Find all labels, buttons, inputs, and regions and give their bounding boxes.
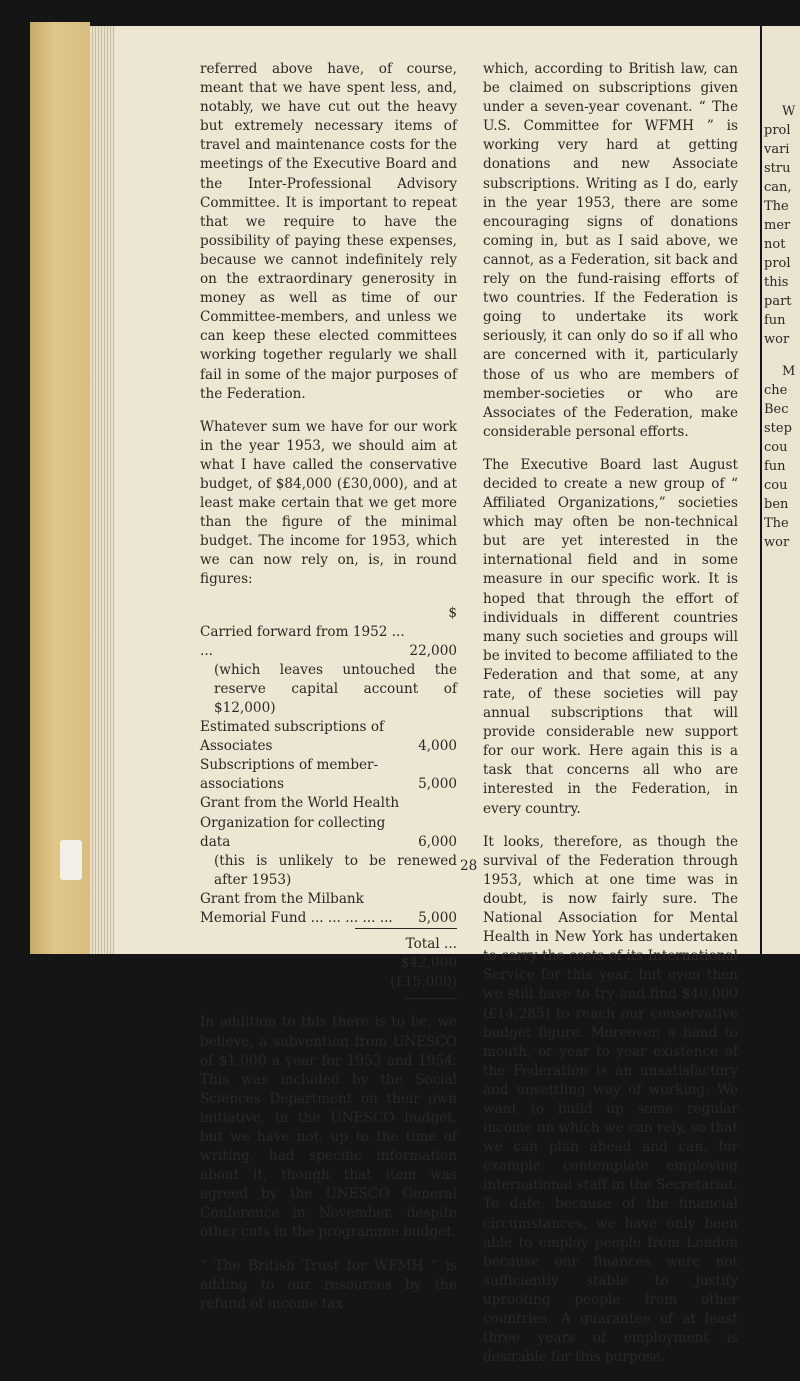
facing-page-fragment: stru xyxy=(764,161,791,176)
right-column xyxy=(483,60,738,1381)
budget-amount: 5,000 xyxy=(418,776,457,793)
budget-amount: 22,000 xyxy=(409,642,457,659)
budget-label: Grant from the Milbank Memorial Fund ... ... ... ... ... xyxy=(200,890,393,927)
page-edges xyxy=(90,26,116,954)
budget-label: Carried forward from 1952 ... ... xyxy=(200,623,405,659)
paragraph: Whatever sum we have for our work in the year 1953, we should aim at what I have called the conservative budget, of $84,000 (£30,000), and at least make certain that we get more than the figure of the minimal budget. The income for 1953, which we can now rely on, is, in round figures: xyxy=(200,418,457,588)
next-page-edge xyxy=(762,26,800,954)
paragraph: In addition to this there is to be, we believe, a subvention from UNESCO of $1,000 a year for 1953 and 1954. This was included by the Social Sciences Department on their own initiative, in the UNESCO budget, but we have not, up to the time of writing, had specific information about it, though that item was agreed by the UNESCO General Conference in November, despite other cuts in the programme budget. xyxy=(200,1014,457,1241)
budget-row xyxy=(200,794,457,851)
facing-page-fragment: mer xyxy=(764,218,791,233)
budget-row xyxy=(200,718,457,756)
budget-amount: 6,000 xyxy=(418,833,457,850)
facing-page-fragment: prol xyxy=(764,256,791,271)
bookmark-tab xyxy=(60,840,82,880)
currency-header: $ xyxy=(448,604,457,621)
paragraph: The Executive Board last August decided to create a new group of “ Affiliated Organizations,” societies which may often be non-technical but are yet interested in the international field and in some measure in our specific work. It is hoped that through the effort of individuals in different countries many such societies and groups will be invited to become affiliated to the Federation and that some, at any rate, of these societies will pay annual subscriptions that will provide considerable new support for our work. Here again this is a task that concerns all who are interested in the Federation, in every country. xyxy=(483,456,738,817)
facing-page-fragment: The xyxy=(764,516,789,531)
paragraph: referred above have, of course, meant that we have spent less, and, notably, we have cut out the heavy but extremely necessary items of travel and maintenance costs for the meetings of the Executive Board and the Inter-Professional Advisory Committee. It is important to repeat that we require to have the possibility of paying these expenses, because we cannot indefinitely rely on the extraordinary generosity in money as well as time of our Committee-members, and unless we can keep these elected committees working together regularly we shall fail in some of the major purposes of the Federation. xyxy=(200,61,457,402)
budget-total-sterling: (£15,000) xyxy=(390,974,457,991)
facing-page-fragment: vari xyxy=(764,142,790,157)
facing-page-fragment: part xyxy=(764,294,792,309)
facing-page-fragment: cou xyxy=(764,440,788,455)
budget-amount: 4,000 xyxy=(418,738,457,755)
facing-page-fragment: fun xyxy=(764,313,786,328)
budget-label: Subscriptions of member-associations xyxy=(200,757,379,793)
facing-page-fragment: step xyxy=(764,421,792,436)
budget-note: (which leaves untouched the reserve capital account of $12,000) xyxy=(214,661,457,716)
facing-page-fragment: can, xyxy=(764,180,792,195)
paragraph: “ The British Trust for WFMH ” is adding to our resources by the refund of income tax xyxy=(200,1257,457,1312)
budget-row xyxy=(200,890,457,928)
facing-page-fragment: prol xyxy=(764,123,791,138)
budget-row xyxy=(200,623,457,661)
budget-label: Estimated subscriptions of Associates xyxy=(200,719,385,755)
budget-table xyxy=(200,604,457,1000)
facing-page-fragment: che xyxy=(764,383,788,398)
page-number: 28 xyxy=(460,858,478,874)
facing-page-fragment: not xyxy=(764,237,786,252)
paragraph: It looks, therefore, as though the survival of the Federation through 1953, which at one time was in doubt, is now fairly sure. The National Association for Mental Health in New York has undertaken to carry the costs of its International Service for this year, but even then we still have to try and find $40,000 (£14,285) to reach our conservative budget figure. Moreover, a hand to mouth, or year to year existence of the Federation is an unsatisfactory and unsettling way of working. We want to build up some regular income on which we can rely, so that we can plan ahead and can, for example, contemplate employing international staff in the Secretariat. To date, because of the financial circumstances, we have only been able to employ people from London because our finances were not sufficiently stable to justify uprooting people from other countries. A guarantee of at least three years of employment is desirable for this purpose. xyxy=(483,833,738,1366)
divider xyxy=(405,998,457,999)
budget-note: (this is unlikely to be renewed after 1953) xyxy=(214,852,457,888)
facing-page-fragment: ben xyxy=(764,497,789,512)
facing-page-fragment: The xyxy=(764,199,789,214)
paragraph: which, according to British law, can be claimed on subscriptions given under a seven-year covenant. “ The U.S. Committee for WFMH ” is working very hard at getting donations and new Associate subscriptions. Writing as I do, early in the year 1953, there are some encouraging signs of donations coming in, but as I said above, we cannot, as a Federation, sit back and rely on the fund-raising efforts of two countries. If the Federation is going to undertake its work seriously, it can only do so if all who are concerned with it, particularly those of us who are members of member-societies or who are Associates of the Federation, make considerable personal efforts. xyxy=(483,61,738,440)
facing-page-fragment: this xyxy=(764,275,789,290)
facing-page-fragment: W xyxy=(782,104,796,119)
facing-page-fragment: M xyxy=(782,364,796,379)
budget-row xyxy=(200,756,457,794)
facing-page-fragment: wor xyxy=(764,535,790,550)
book-spine xyxy=(30,22,90,954)
facing-page-fragment: wor xyxy=(764,332,790,347)
budget-amount: 5,000 xyxy=(418,910,457,927)
budget-label: Grant from the World Health Organization for collecting data xyxy=(200,795,400,850)
left-column xyxy=(200,60,457,1328)
facing-page-fragment: fun xyxy=(764,459,786,474)
budget-total: Total ... $42,000 xyxy=(355,928,457,973)
facing-page-fragment: Bec xyxy=(764,402,789,417)
facing-page-fragment: cou xyxy=(764,478,788,493)
